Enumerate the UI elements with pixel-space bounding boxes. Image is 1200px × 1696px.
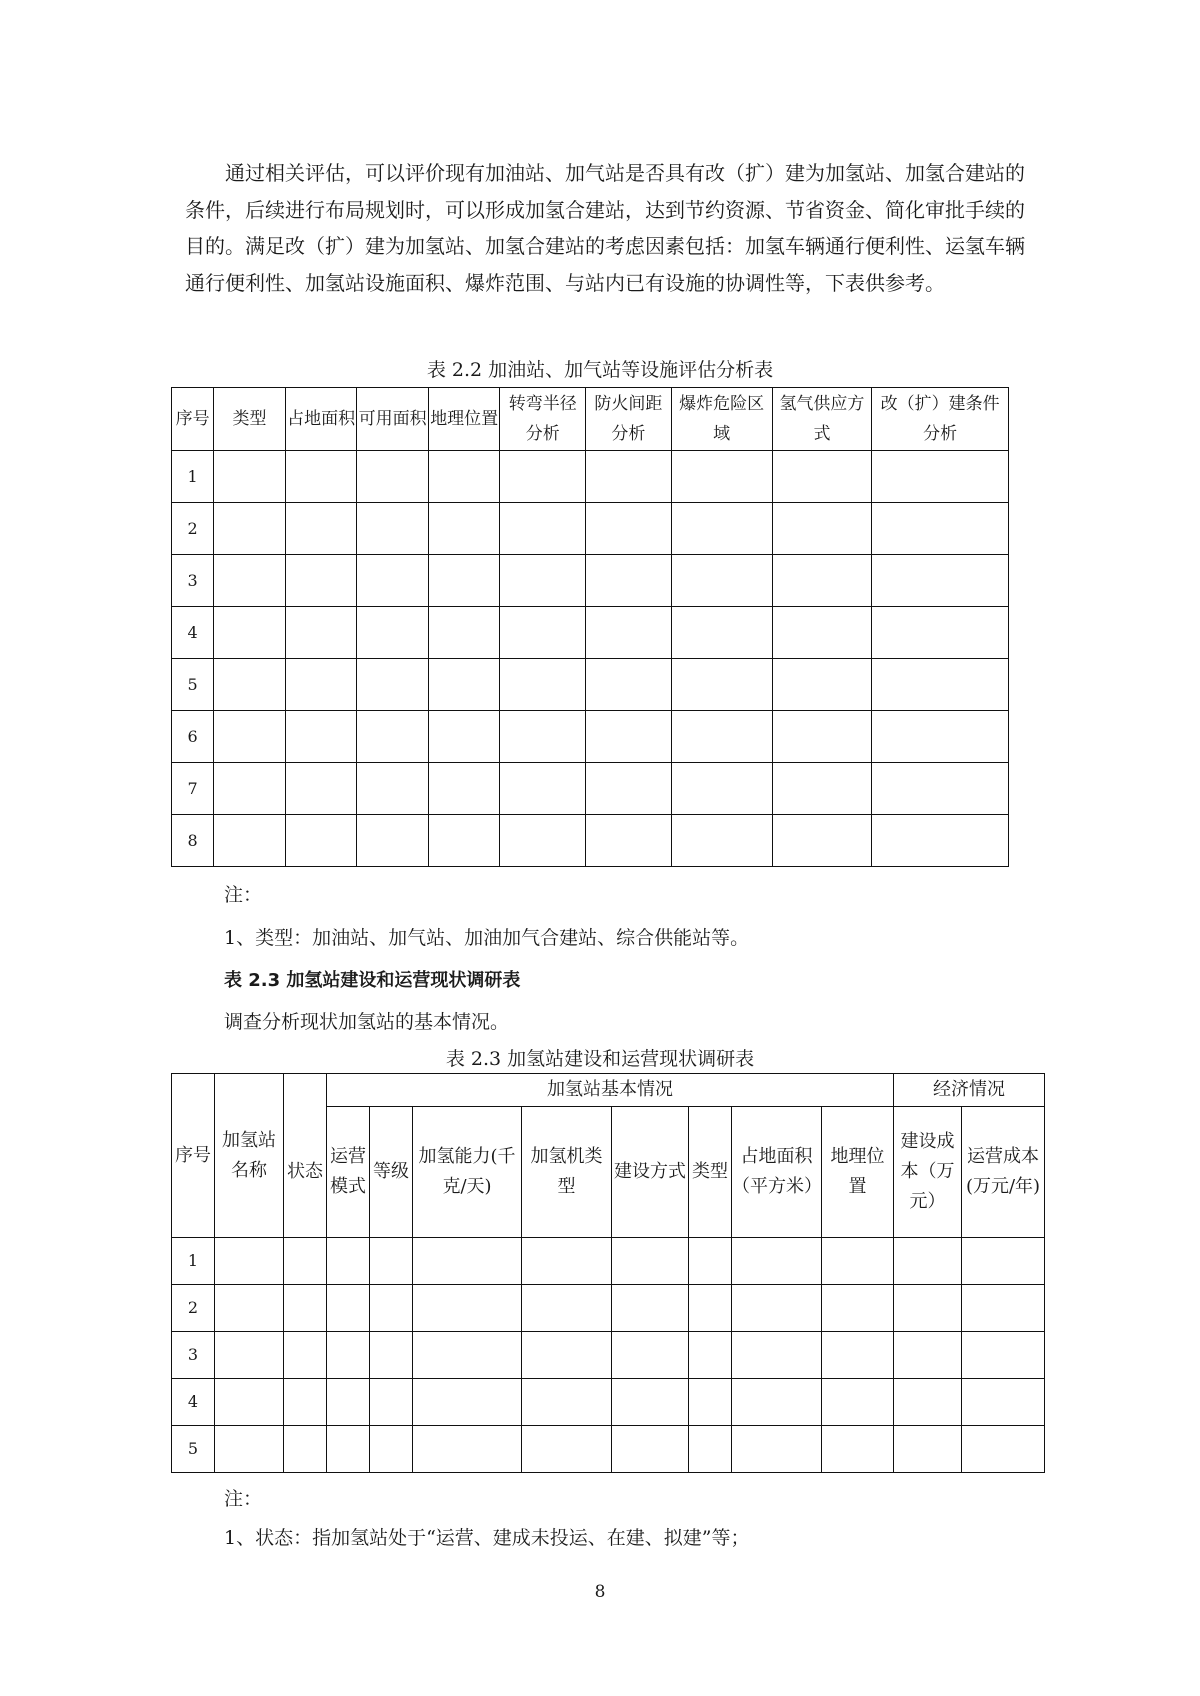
- row-number: 5: [172, 659, 214, 711]
- header-dispenser-type: 加氢机类型: [522, 1107, 612, 1238]
- header-usable-area: 可用面积: [357, 388, 429, 451]
- table-row: [172, 659, 1009, 711]
- row-number: 6: [172, 711, 214, 763]
- header-hydrogen-supply: 氢气供应方式: [772, 388, 872, 451]
- table1-header-row: [172, 388, 1009, 451]
- table-row: [172, 451, 1009, 503]
- header-grade: 等级: [370, 1107, 413, 1238]
- header-build-cost: 建设成本（万元）: [894, 1107, 962, 1238]
- header-land-area: 占地面积: [285, 388, 357, 451]
- row-number: 1: [172, 451, 214, 503]
- table-row: [172, 815, 1009, 867]
- facility-assessment-table: [171, 387, 1009, 867]
- table2-header-row: [172, 1107, 1045, 1238]
- header-explosion-zone: 爆炸危险区域: [671, 388, 772, 451]
- section-text: 调查分析现状加氢站的基本情况。: [224, 1011, 510, 1033]
- header-area: 占地面积（平方米）: [732, 1107, 822, 1238]
- table-row: [172, 1379, 1045, 1426]
- header-operation-cost: 运营成本(万元/年): [962, 1107, 1045, 1238]
- table-row: [172, 711, 1009, 763]
- header-type: 类型: [689, 1107, 732, 1238]
- notes2-label: 注：: [224, 1488, 263, 1510]
- row-number: 4: [172, 1379, 215, 1426]
- table-row: [172, 503, 1009, 555]
- row-number: 5: [172, 1426, 215, 1473]
- row-number: 2: [172, 503, 214, 555]
- notes1-item1: 1、类型：加油站、加气站、加油加气合建站、综合供能站等。: [224, 927, 750, 949]
- row-number: 3: [172, 555, 214, 607]
- section-heading: 表 2.3 加氢站建设和运营现状调研表: [224, 970, 521, 991]
- table-row: [172, 1426, 1045, 1473]
- row-number: 1: [172, 1238, 215, 1285]
- row-number: 8: [172, 815, 214, 867]
- table-row: [172, 555, 1009, 607]
- header-build-mode: 建设方式: [612, 1107, 689, 1238]
- header-type: 类型: [214, 388, 286, 451]
- header-status: 状态: [284, 1107, 327, 1238]
- row-number: 7: [172, 763, 214, 815]
- group-spacer: [284, 1074, 327, 1107]
- header-location: 地理位置: [822, 1107, 894, 1238]
- header-location: 地理位置: [428, 388, 500, 451]
- intro-paragraph: 通过相关评估，可以评价现有加油站、加气站是否具有改（扩）建为加氢站、加氢合建站的条件，后续进行布局规划时，可以形成加氢合建站，达到节约资源、节省资金、简化审批手续的目的。满足改（扩）建为加氢站、加氢合建站的考虑因素包括：加氢车辆通行便利性、运氢车辆通行便利性、加氢站设施面积、爆炸范围、与站内已有设施的协调性等，下表供参考。: [185, 161, 1025, 295]
- hydrogen-station-survey-table: [171, 1073, 1045, 1473]
- page-number: 8: [594, 1582, 606, 1602]
- header-capacity: 加氢能力(千克/天): [413, 1107, 522, 1238]
- row-number: 4: [172, 607, 214, 659]
- table-row: [172, 1238, 1045, 1285]
- table-row: [172, 607, 1009, 659]
- table-row: [172, 1285, 1045, 1332]
- header-seq: 序号: [172, 1074, 215, 1238]
- group-basic-info: 加氢站基本情况: [327, 1074, 894, 1107]
- header-fire-distance: 防火间距分析: [586, 388, 672, 451]
- header-expansion-analysis: 改（扩）建条件分析: [872, 388, 1009, 451]
- table2-group-row: [172, 1074, 1045, 1107]
- header-turn-radius: 转弯半径分析: [500, 388, 586, 451]
- row-number: 3: [172, 1332, 215, 1379]
- notes2-item1: 1、状态：指加氢站处于“运营、建成未投运、在建、拟建”等；: [224, 1527, 750, 1549]
- header-seq: 序号: [172, 388, 214, 451]
- table-row: [172, 763, 1009, 815]
- header-station-name: 加氢站名称: [215, 1074, 284, 1238]
- group-economics: 经济情况: [894, 1074, 1045, 1107]
- table2-caption: 表 2.3 加氢站建设和运营现状调研表: [445, 1048, 755, 1070]
- notes1-label: 注：: [224, 884, 263, 906]
- table1-caption: 表 2.2 加油站、加气站等设施评估分析表: [426, 359, 774, 381]
- table-row: [172, 1332, 1045, 1379]
- header-operation-mode: 运营模式: [327, 1107, 370, 1238]
- row-number: 2: [172, 1285, 215, 1332]
